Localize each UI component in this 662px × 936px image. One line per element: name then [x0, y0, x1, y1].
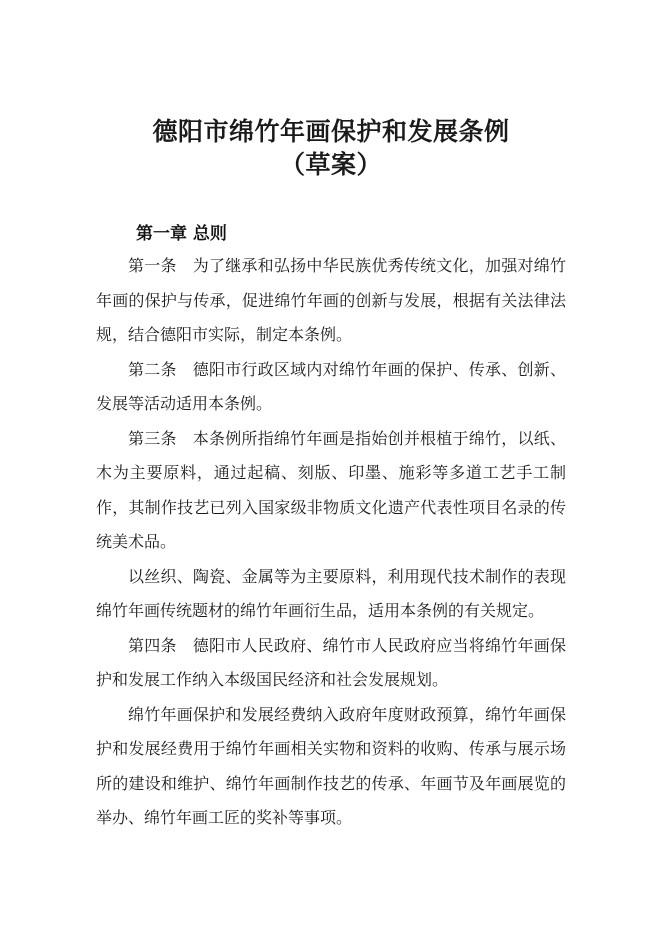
article-2-label: 第二条 [128, 359, 177, 379]
article-2-paragraph [96, 353, 566, 422]
article-1-paragraph [96, 249, 566, 353]
document-subtitle: （草案） [279, 150, 382, 179]
article-4-continuation-text: 绵竹年画保护和发展经费纳入政府年度财政预算，绵竹年画保护和发展经费用于绵竹年画相关实物和资料的收购、传承与展示场所的建设和维护、绵竹年画制作技艺的传承、年画节及年画展览的举办、绵竹年画工匠的奖补等事项。 [96, 704, 566, 827]
article-3-text: 本条例所指绵竹年画是指始创并根植于绵竹，以纸、木为主要原料，通过起稿、刻版、印墨、施彩等多道工艺手工制作，其制作技艺已列入国家级非物质文化遗产代表性项目名录的传统美术品。 [96, 428, 566, 551]
document-body [96, 249, 566, 836]
article-3-continuation-text: 以丝织、陶瓷、金属等为主要原料，利用现代技术制作的表现绵竹年画传统题材的绵竹年画衍生品，适用本条例的有关规定。 [96, 566, 566, 620]
article-3-continuation-paragraph [96, 560, 566, 629]
article-4-continuation-paragraph [96, 698, 566, 836]
article-2-text: 德阳市行政区域内对绵竹年画的保护、传承、创新、发展等活动适用本条例。 [96, 359, 566, 413]
chapter-heading: 第一章 总则 [136, 224, 227, 244]
document-title: 德阳市绵竹年画保护和发展条例 [152, 117, 510, 146]
article-3-label: 第三条 [128, 428, 177, 448]
article-3-paragraph [96, 422, 566, 560]
article-1-text: 为了继承和弘扬中华民族优秀传统文化，加强对绵竹年画的保护与传承，促进绵竹年画的创新与发展，根据有关法律法规，结合德阳市实际，制定本条例。 [96, 256, 566, 344]
article-4-label: 第四条 [128, 635, 177, 655]
article-1-label: 第一条 [128, 256, 177, 275]
article-4-text: 德阳市人民政府、绵竹市人民政府应当将绵竹年画保护和发展工作纳入本级国民经济和社会发展规划。 [96, 635, 566, 689]
article-4-paragraph [96, 629, 566, 698]
